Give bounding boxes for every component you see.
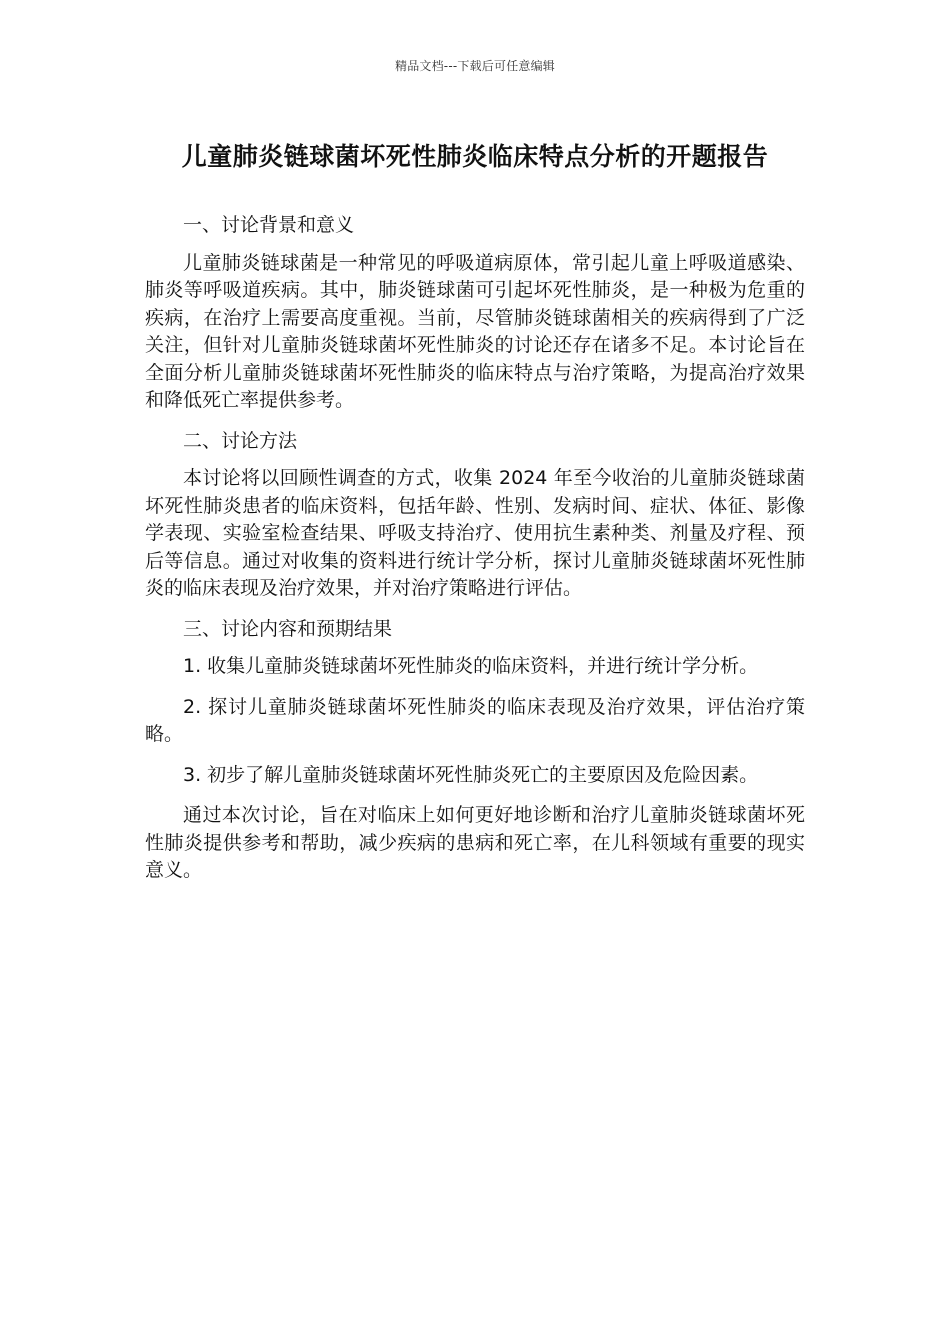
section-heading-content-results: 三、讨论内容和预期结果 — [183, 617, 393, 640]
content-item-3: 3. 初步了解儿童肺炎链球菌坏死性肺炎死亡的主要原因及危险因素。 — [183, 763, 759, 786]
content-item-2: 2. 探讨儿童肺炎链球菌坏死性肺炎的临床表现及治疗效果，评估治疗策略。 — [145, 695, 805, 745]
document-title: 儿童肺炎链球菌坏死性肺炎临床特点分析的开题报告 — [181, 142, 769, 171]
content-item-1: 1. 收集儿童肺炎链球菌坏死性肺炎的临床资料，并进行统计学分析。 — [183, 655, 759, 677]
document-body — [145, 212, 805, 898]
background-paragraph: 儿童肺炎链球菌是一种常见的呼吸道病原体，常引起儿童上呼吸道感染、肺炎等呼吸道疾病。其中，肺炎链球菌可引起坏死性肺炎，是一种极为危重的疾病，在治疗上需要高度重视。当前，尽管肺炎链球菌相关的疾病得到了广泛关注，但针对儿童肺炎链球菌坏死性肺炎的讨论还存在诸多不足。本讨论旨在全面分析儿童肺炎链球菌坏死性肺炎的临床特点与治疗策略，为提高治疗效果和降低死亡率提供参考。 — [145, 251, 805, 411]
conclusion-paragraph: 通过本次讨论，旨在对临床上如何更好地诊断和治疗儿童肺炎链球菌坏死性肺炎提供参考和帮助，减少疾病的患病和死亡率，在儿科领域有重要的现实意义。 — [145, 804, 805, 881]
section-heading-methods: 二、讨论方法 — [183, 429, 298, 452]
section-heading-background: 一、讨论背景和意义 — [183, 214, 355, 236]
methods-paragraph: 本讨论将以回顾性调查的方式，收集 2024 年至今收治的儿童肺炎链球菌坏死性肺炎患者的临床资料，包括年龄、性别、发病时间、症状、体征、影像学表现、实验室检查结果、呼吸支持治疗、使用抗生素种类、剂量及疗程、预后等信息。通过对收集的资料进行统计学分析，探讨儿童肺炎链球菌坏死性肺炎的临床表现及治疗效果，并对治疗策略进行评估。 — [145, 467, 805, 599]
header-note: 精品文档---下载后可任意编辑 — [395, 59, 555, 73]
